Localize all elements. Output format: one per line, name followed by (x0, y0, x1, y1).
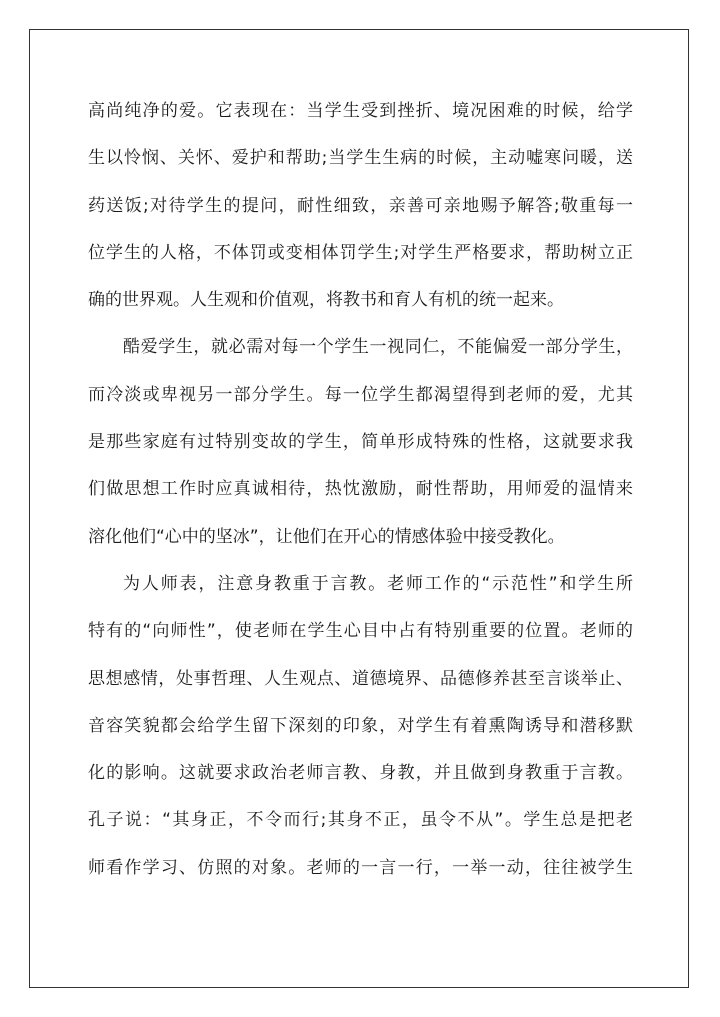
text-line: 音容笑貌都会给学生留下深刻的印象，对学生有着熏陶诱导和潜移默 (88, 715, 633, 736)
text-line: 化的影响。这就要求政治老师言教、身教，并且做到身教重于言教。 (88, 763, 633, 784)
text-line: 生以怜悯、关怀、爱护和帮助;当学生生病的时候，主动嘘寒问暖，送 (88, 148, 633, 169)
text-line: 孔子说：“其身正，不令而行;其身不正，虽令不从”。学生总是把老 (88, 810, 633, 831)
text-line: 师看作学习、仿照的对象。老师的一言一行，一举一动，往往被学生 (88, 857, 633, 878)
text-line: 为人师表，注意身教重于言教。老师工作的“示范性”和学生所 (123, 573, 633, 594)
text-line: 思想感情，处事哲理、人生观点、道德境界、品德修养甚至言谈举止、 (88, 668, 633, 689)
text-line: 位学生的人格，不体罚或变相体罚学生;对学生严格要求，帮助树立正 (88, 242, 633, 263)
document-body (88, 88, 633, 892)
text-line: 酷爱学生，就必需对每一个学生一视同仁，不能偏爱一部分学生， (123, 337, 633, 358)
text-line: 药送饭;对待学生的提问，耐性细致，亲善可亲地赐予解答;敬重每一 (88, 195, 633, 216)
text-line: 确的世界观。人生观和价值观，将教书和育人有机的统一起来。 (88, 290, 564, 311)
text-line: 高尚纯净的爱。它表现在：当学生受到挫折、境况困难的时候，给学 (88, 101, 633, 121)
text-line: 而冷淡或卑视另一部分学生。每一位学生都渴望得到老师的爱，尤其 (88, 384, 633, 405)
text-line: 是那些家庭有过特别变故的学生，简单形成特殊的性格，这就要求我 (88, 432, 633, 453)
text-line: 溶化他们“心中的坚冰”，让他们在开心的情感体验中接受教化。 (88, 526, 565, 547)
text-line: 们做思想工作时应真诚相待，热忱激励，耐性帮助，用师爱的温情来 (88, 479, 633, 500)
text-line: 特有的“向师性”，使老师在学生心目中占有特别重要的位置。老师的 (88, 621, 633, 642)
